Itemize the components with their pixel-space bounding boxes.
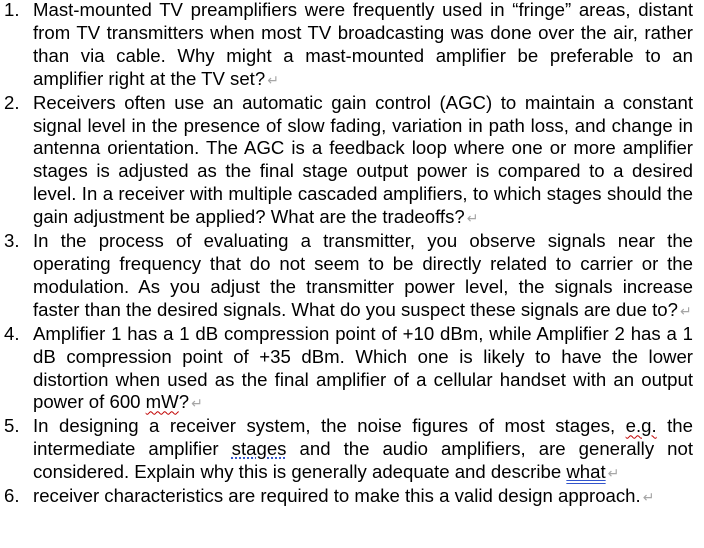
paragraph-mark-icon: ↵ (466, 210, 479, 227)
list-number: 5. (4, 415, 20, 437)
list-number: 2. (4, 91, 20, 113)
paragraph-mark-icon: ↵ (191, 395, 203, 412)
question-text: and the audio amplifiers, are generally not considered. Explain why this is generally adequate and describe (33, 438, 693, 483)
list-number: 4. (4, 322, 20, 344)
grammar-flag[interactable]: what (566, 461, 606, 483)
question-text: In the process of evaluating a transmitter, you observe signals near the operating frequency that do not seem to be directly related to carrier or the modulation. As you adjust the transmitter power level, the signals increase faster than the desired signals. What do you suspect these signals are due to? (33, 230, 693, 320)
question-text: receiver characteristics are required to make this a valid design approach. (33, 485, 641, 507)
paragraph-mark-icon: ↵ (267, 71, 279, 88)
question-text: Mast-mounted TV preamplifiers were frequently used in “fringe” areas, distant from TV transmitters when most TV broadcasting was done over the air, rather than via cable. Why might a mast-mounted amplifier be preferable to an amplifier right at the TV set? (33, 0, 693, 89)
spelling-flag[interactable]: e.g. (625, 415, 657, 437)
list-item (0, 485, 704, 509)
question-text-end: ? (178, 391, 190, 413)
grammar-flag[interactable]: stages (231, 438, 287, 460)
paragraph-mark-icon: ↵ (607, 465, 620, 482)
list-number: 3. (4, 230, 20, 252)
list-item (0, 92, 704, 230)
list-item (0, 415, 704, 485)
paragraph-mark-icon: ↵ (679, 302, 692, 319)
spelling-flag[interactable]: mW (145, 391, 179, 413)
question-text: In designing a receiver system, the noise figures of most stages, (33, 415, 626, 437)
paragraph-mark-icon: ↵ (642, 489, 655, 506)
question-text: Amplifier 1 has a 1 dB compression point of +10 dBm, while Amplifier 2 has a 1 dB compression point of +35 dBm. Which one is likely to have the lower distortion when used as the final amplifier of a cellular handset with an output power of 600 (33, 322, 693, 413)
list-number: 6. (4, 485, 20, 507)
question-text: Receivers often use an automatic gain control (AGC) to maintain a constant signal level in the presence of slow fading, variation in path loss, and change in antenna orientation. The AGC is a feedback loop where one or more amplifier stages is adjusted as the final stage output power is compared to a desired level. In a receiver with multiple cascaded amplifiers, to which stages should the gain adjustment be applied? What are the tradeoffs? (33, 91, 693, 228)
list-item (0, 323, 704, 416)
list-number: 1. (4, 0, 20, 20)
list-item (0, 230, 704, 323)
list-item (0, 0, 704, 92)
question-text: the intermediate amplifier (33, 415, 693, 460)
